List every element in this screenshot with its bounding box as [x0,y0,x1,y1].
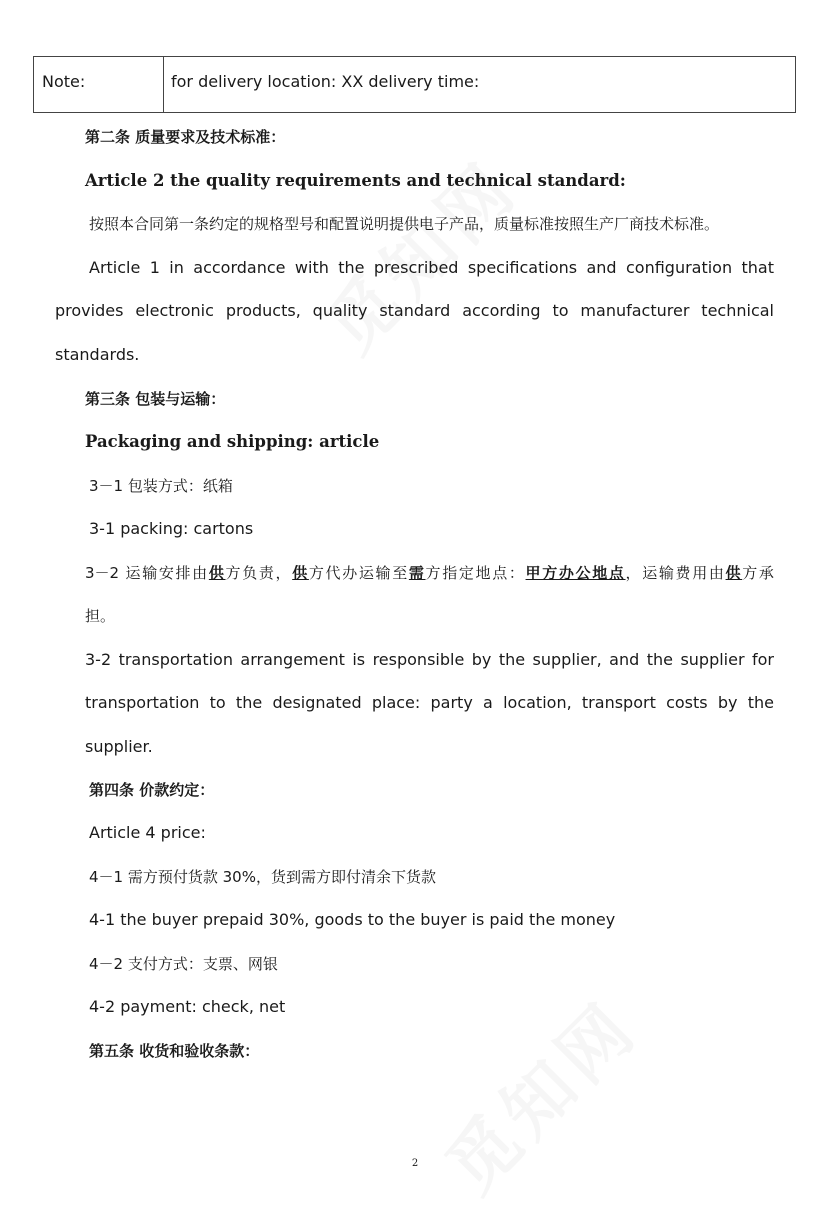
article5-heading-zh: 第五条 收货和验收条款： [89,1042,260,1060]
article2-body-en-1: Article 1 in accordance with the prescribed specifications and configuration that [89,258,774,277]
location-mark: 甲方办公地点 [525,564,626,582]
article3-item2-zh-line2: 担。 [85,607,116,625]
article3-item2-en-2: transportation to the designated place: party a location, transport costs by the [85,693,774,712]
article3-item1-zh: 3－1 包装方式：纸箱 [89,477,233,495]
article3-heading-zh: 第三条 包装与运输： [85,390,226,408]
text-segment: 3－2 运输安排由 [85,564,209,582]
note-label: Note: [34,57,164,112]
article4-heading-en: Article 4 price: [89,823,206,842]
article3-item2-en-3: supplier. [85,737,153,756]
text-segment: ，运输费用由 [625,564,726,582]
article4-heading-zh: 第四条 价款约定： [89,781,215,799]
text-segment: 方负责， [225,564,293,582]
text-segment: 方指定地点： [425,564,526,582]
article4-item1-en: 4-1 the buyer prepaid 30%, goods to the buyer is paid the money [89,910,616,929]
article3-item1-en: 3-1 packing: cartons [89,519,254,538]
article3-heading-en: Packaging and shipping: article [85,432,380,451]
article2-heading-zh: 第二条 质量要求及技术标准： [85,128,286,146]
article2-body-zh: 按照本合同第一条约定的规格型号和配置说明提供电子产品，质量标准按照生产厂商技术标准。 [89,215,720,233]
watermark [420,975,657,1211]
article2-heading-en: Article 2 the quality requirements and technical standard: [85,171,626,190]
supplier-mark: 供 [292,564,309,582]
article2-body-en-2: provides electronic products, quality standard according to manufacturer technical [55,301,774,320]
buyer-mark: 需 [408,564,426,582]
article4-item2-en: 4-2 payment: check, net [89,997,286,1016]
page-number: 2 [411,1158,419,1169]
article4-item2-zh: 4－2 支付方式：支票、网银 [89,955,278,973]
note-value: for delivery location: XX delivery time: [171,72,480,91]
article2-body-en-3: standards. [55,345,140,364]
article4-item1-zh: 4－1 需方预付货款 30%，货到需方即付清余下货款 [89,868,436,886]
supplier-mark: 供 [208,564,226,582]
text-segment: 方承 [742,564,774,582]
text-segment: 方代办运输至 [308,564,409,582]
article3-item2-en-1: 3-2 transportation arrangement is responsible by the supplier, and the supplier for [85,650,774,669]
supplier-mark: 供 [725,564,743,582]
article3-item2-zh-line1 [85,563,774,583]
note-table [33,56,796,113]
